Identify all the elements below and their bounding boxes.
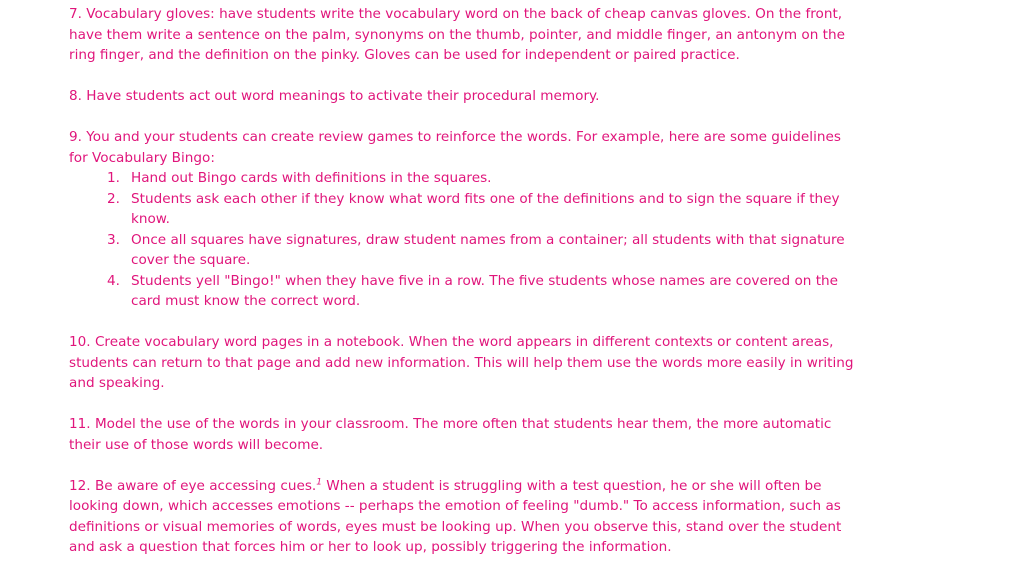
paragraph-12 — [69, 476, 859, 558]
list-item-number: 4. — [107, 272, 120, 289]
list-item — [69, 168, 859, 189]
paragraph-11: 11. Model the use of the words in your classroom. The more often that students hear them, the more automatic their use of those words will become. — [69, 416, 832, 453]
paragraph-12-start: 12. Be aware of eye accessing cues. — [69, 477, 317, 494]
list-item-text: Students ask each other if they know what word fits one of the definitions and to sign the square if they know. — [131, 190, 840, 227]
paragraph-12-rest: When a student is struggling with a test question, he or she will often be looking down, which accesses emotions -- perhaps the emotion of feeling "dumb." To access information, such as definitions or visual memories of words, eyes must be looking up. When you observe this, stand over the student and ask a question that forces him or her to look up, possibly triggering the information. — [69, 477, 842, 555]
list-item — [69, 230, 859, 271]
paragraph-10: 10. Create vocabulary word pages in a notebook. When the word appears in different contexts or content areas, students can return to that page and add new information. This will help them use the words more easily in writing and speaking. — [69, 334, 854, 391]
document-page — [69, 4, 859, 578]
list-item-text: Hand out Bingo cards with definitions in the squares. — [131, 170, 492, 186]
bingo-steps-list — [69, 168, 859, 312]
paragraph-9: 9. You and your students can create review games to reinforce the words. For example, here are some guidelines for Vocabulary Bingo: — [69, 129, 841, 166]
paragraph-7: 7. Vocabulary gloves: have students write the vocabulary word on the back of cheap canvas gloves. On the front, have them write a sentence on the palm, synonyms on the thumb, pointer, and middle finger, an antonym on the ring finger, and the definition on the pinky. Gloves can be used for independent or paired practice. — [69, 6, 845, 63]
list-item — [69, 271, 859, 312]
list-item-text: Once all squares have signatures, draw student names from a container; all students with that signature cover the square. — [131, 231, 845, 268]
list-item-text: Students yell "Bingo!" when they have five in a row. The five students whose names are covered on the card must know the correct word. — [131, 272, 839, 309]
list-item-number: 3. — [107, 231, 120, 248]
list-item-number: 2. — [107, 190, 120, 207]
paragraph-8: 8. Have students act out word meanings to activate their procedural memory. — [69, 88, 600, 104]
footnote-marker[interactable]: 1 — [316, 476, 322, 487]
list-item-number: 1. — [107, 170, 120, 186]
list-item — [69, 189, 859, 230]
